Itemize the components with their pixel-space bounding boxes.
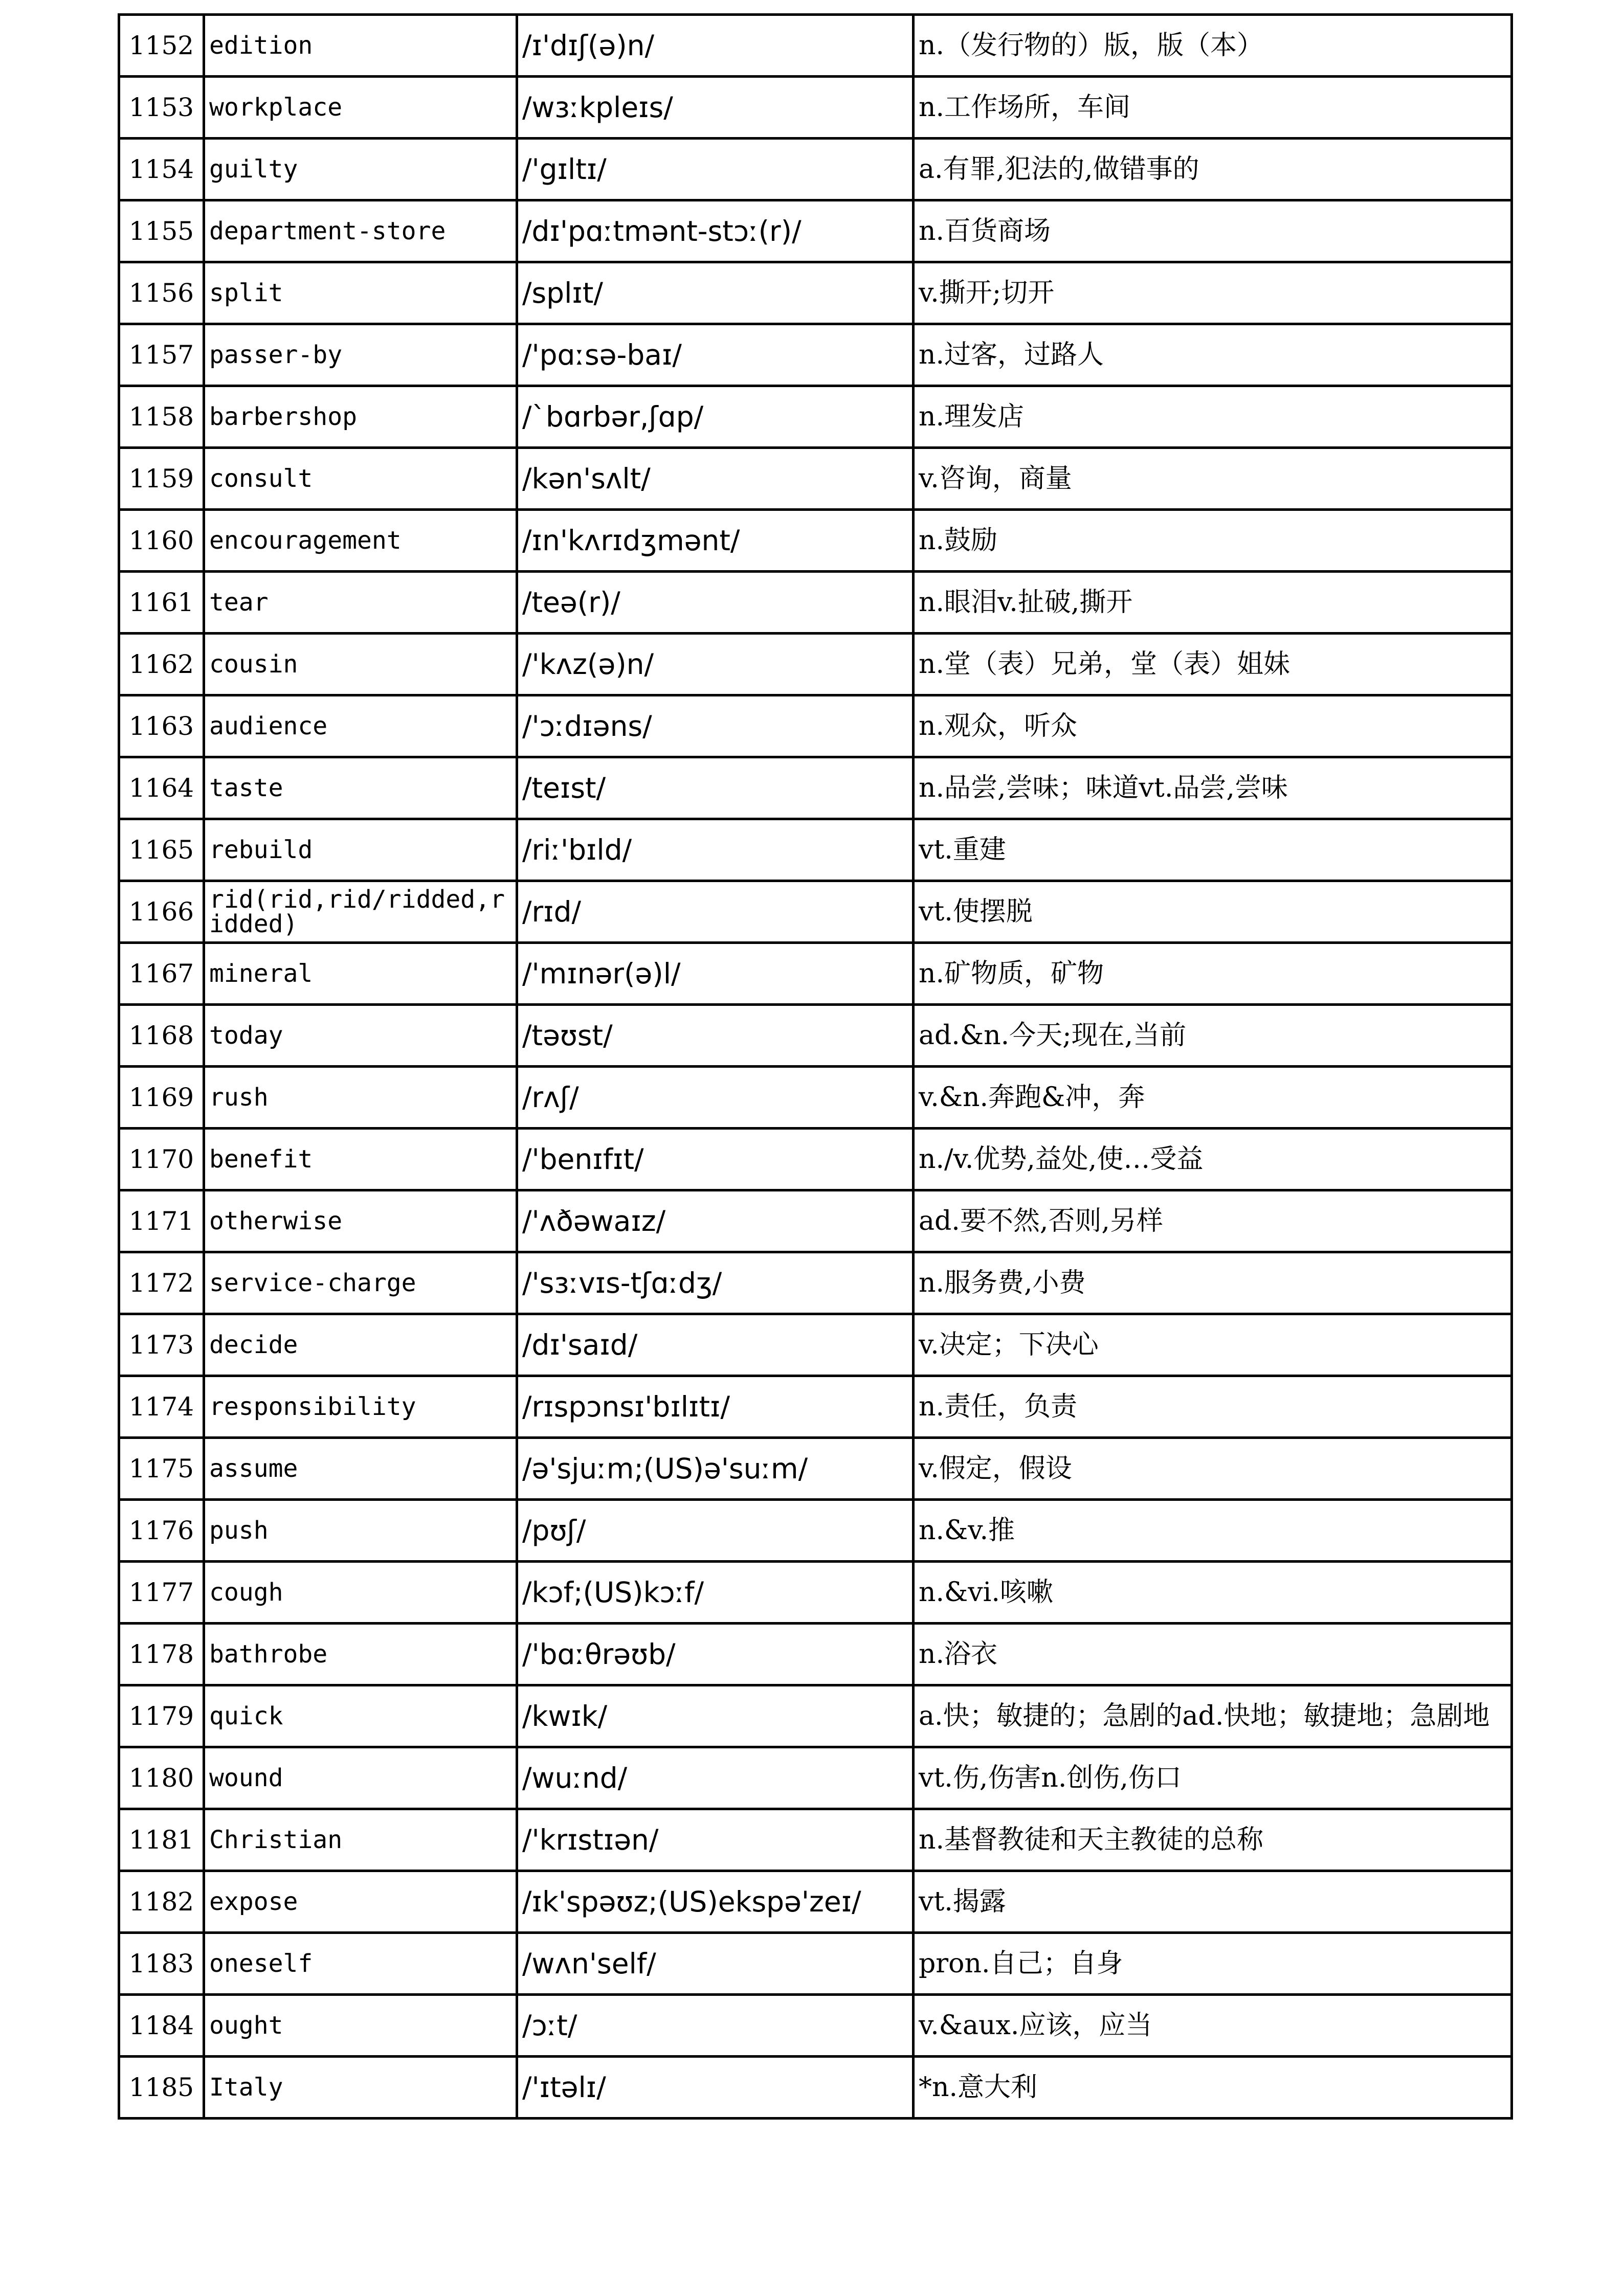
entry-number: 1177: [119, 1562, 204, 1624]
table-row: [119, 448, 1512, 510]
entry-phonetic: /rɪd/: [517, 881, 914, 943]
entry-number: 1176: [119, 1500, 204, 1562]
entry-phonetic: /'ɔːdɪəns/: [517, 695, 914, 757]
table-row: [119, 1005, 1512, 1067]
entry-word: consult: [204, 448, 517, 510]
table-row: [119, 1933, 1512, 1995]
entry-definition: n.鼓励: [914, 510, 1512, 572]
entry-word: oneself: [204, 1933, 517, 1995]
entry-definition: vt.重建: [914, 819, 1512, 881]
entry-number: 1162: [119, 634, 204, 695]
entry-number: 1171: [119, 1190, 204, 1252]
entry-word: ought: [204, 1995, 517, 2057]
entry-word: rush: [204, 1067, 517, 1129]
entry-phonetic: /'pɑːsə-baɪ/: [517, 324, 914, 386]
entry-number: 1172: [119, 1252, 204, 1314]
vocabulary-table-body: [119, 15, 1512, 2119]
entry-number: 1169: [119, 1067, 204, 1129]
entry-definition: n.浴衣: [914, 1624, 1512, 1685]
entry-definition: vt.揭露: [914, 1871, 1512, 1933]
entry-phonetic: /`bɑrbər,ʃɑp/: [517, 386, 914, 448]
entry-word: workplace: [204, 77, 517, 139]
entry-phonetic: /rɪspɔnsɪ'bɪlɪtɪ/: [517, 1376, 914, 1438]
entry-word: edition: [204, 15, 517, 77]
entry-definition: n.理发店: [914, 386, 1512, 448]
table-row: [119, 386, 1512, 448]
table-row: [119, 510, 1512, 572]
entry-word: tear: [204, 572, 517, 634]
entry-phonetic: /'bɑːθrəʊb/: [517, 1624, 914, 1685]
entry-number: 1164: [119, 757, 204, 819]
entry-definition: a.有罪,犯法的,做错事的: [914, 139, 1512, 200]
entry-word: department-store: [204, 200, 517, 262]
entry-phonetic: /riː'bɪld/: [517, 819, 914, 881]
entry-definition: n.矿物质，矿物: [914, 943, 1512, 1005]
entry-number: 1184: [119, 1995, 204, 2057]
entry-definition: n.基督教徒和天主教徒的总称: [914, 1809, 1512, 1871]
table-row: [119, 262, 1512, 324]
entry-word: assume: [204, 1438, 517, 1500]
entry-number: 1175: [119, 1438, 204, 1500]
table-row: [119, 1562, 1512, 1624]
entry-phonetic: /wɜːkpleɪs/: [517, 77, 914, 139]
entry-word: rebuild: [204, 819, 517, 881]
entry-number: 1183: [119, 1933, 204, 1995]
entry-number: 1180: [119, 1747, 204, 1809]
entry-definition: vt.伤,伤害n.创伤,伤口: [914, 1747, 1512, 1809]
entry-phonetic: /dɪ'pɑːtmənt-stɔː(r)/: [517, 200, 914, 262]
entry-phonetic: /kɔf;(US)kɔːf/: [517, 1562, 914, 1624]
entry-definition: n.&vi.咳嗽: [914, 1562, 1512, 1624]
table-row: [119, 77, 1512, 139]
entry-number: 1165: [119, 819, 204, 881]
table-row: [119, 1252, 1512, 1314]
entry-phonetic: /'gɪltɪ/: [517, 139, 914, 200]
table-row: [119, 324, 1512, 386]
entry-number: 1166: [119, 881, 204, 943]
entry-number: 1152: [119, 15, 204, 77]
table-row: [119, 1067, 1512, 1129]
table-row: [119, 200, 1512, 262]
entry-number: 1157: [119, 324, 204, 386]
table-row: [119, 819, 1512, 881]
entry-number: 1156: [119, 262, 204, 324]
entry-phonetic: /ɪn'kʌrɪdʒmənt/: [517, 510, 914, 572]
entry-phonetic: /'ʌðəwaɪz/: [517, 1190, 914, 1252]
entry-phonetic: /kən'sʌlt/: [517, 448, 914, 510]
entry-number: 1155: [119, 200, 204, 262]
table-row: [119, 943, 1512, 1005]
table-row: [119, 15, 1512, 77]
entry-word: push: [204, 1500, 517, 1562]
entry-definition: n.服务费,小费: [914, 1252, 1512, 1314]
table-row: [119, 1685, 1512, 1747]
entry-definition: v.&n.奔跑&冲，奔: [914, 1067, 1512, 1129]
entry-definition: vt.使摆脱: [914, 881, 1512, 943]
entry-number: 1153: [119, 77, 204, 139]
entry-number: 1167: [119, 943, 204, 1005]
entry-word: cousin: [204, 634, 517, 695]
entry-phonetic: /ɪk'spəʊz;(US)ekspə'zeɪ/: [517, 1871, 914, 1933]
entry-definition: n.责任，负责: [914, 1376, 1512, 1438]
entry-word: audience: [204, 695, 517, 757]
entry-phonetic: /ə'sjuːm;(US)ə'suːm/: [517, 1438, 914, 1500]
entry-number: 1161: [119, 572, 204, 634]
entry-word: Italy: [204, 2057, 517, 2119]
entry-word: Christian: [204, 1809, 517, 1871]
entry-number: 1160: [119, 510, 204, 572]
table-row: [119, 1809, 1512, 1871]
entry-word: rid(rid,rid/ridded,ridded): [204, 881, 517, 943]
table-row: [119, 634, 1512, 695]
entry-number: 1154: [119, 139, 204, 200]
entry-definition: n.堂（表）兄弟，堂（表）姐妹: [914, 634, 1512, 695]
entry-number: 1159: [119, 448, 204, 510]
entry-phonetic: /wʌn'self/: [517, 1933, 914, 1995]
entry-phonetic: /'kʌz(ə)n/: [517, 634, 914, 695]
table-row: [119, 1624, 1512, 1685]
entry-phonetic: /teə(r)/: [517, 572, 914, 634]
table-row: [119, 1995, 1512, 2057]
entry-word: taste: [204, 757, 517, 819]
entry-definition: n.&v.推: [914, 1500, 1512, 1562]
entry-word: benefit: [204, 1129, 517, 1190]
entry-number: 1185: [119, 2057, 204, 2119]
table-row: [119, 757, 1512, 819]
entry-word: otherwise: [204, 1190, 517, 1252]
entry-word: responsibility: [204, 1376, 517, 1438]
entry-word: service-charge: [204, 1252, 517, 1314]
entry-number: 1170: [119, 1129, 204, 1190]
table-row: [119, 1129, 1512, 1190]
table-row: [119, 1871, 1512, 1933]
entry-definition: n.品尝,尝味；味道vt.品尝,尝味: [914, 757, 1512, 819]
entry-definition: n.（发行物的）版，版（本）: [914, 15, 1512, 77]
entry-definition: n.工作场所，车间: [914, 77, 1512, 139]
entry-definition: *n.意大利: [914, 2057, 1512, 2119]
entry-phonetic: /təʊst/: [517, 1005, 914, 1067]
entry-phonetic: /teɪst/: [517, 757, 914, 819]
vocabulary-table: [118, 13, 1513, 2120]
entry-word: bathrobe: [204, 1624, 517, 1685]
entry-word: wound: [204, 1747, 517, 1809]
entry-definition: v.假定，假设: [914, 1438, 1512, 1500]
entry-word: passer-by: [204, 324, 517, 386]
entry-phonetic: /pʊʃ/: [517, 1500, 914, 1562]
entry-word: cough: [204, 1562, 517, 1624]
entry-definition: v.撕开;切开: [914, 262, 1512, 324]
entry-number: 1179: [119, 1685, 204, 1747]
entry-word: barbershop: [204, 386, 517, 448]
entry-definition: v.&aux.应该，应当: [914, 1995, 1512, 2057]
entry-definition: pron.自己；自身: [914, 1933, 1512, 1995]
entry-word: mineral: [204, 943, 517, 1005]
entry-phonetic: /rʌʃ/: [517, 1067, 914, 1129]
entry-definition: v.咨询，商量: [914, 448, 1512, 510]
entry-phonetic: /'sɜːvɪs-tʃɑːdʒ/: [517, 1252, 914, 1314]
table-row: [119, 1314, 1512, 1376]
entry-phonetic: /'ɪtəlɪ/: [517, 2057, 914, 2119]
table-row: [119, 1438, 1512, 1500]
entry-definition: v.决定；下决心: [914, 1314, 1512, 1376]
entry-word: decide: [204, 1314, 517, 1376]
entry-phonetic: /'mɪnər(ə)l/: [517, 943, 914, 1005]
table-row: [119, 1190, 1512, 1252]
table-row: [119, 139, 1512, 200]
entry-number: 1158: [119, 386, 204, 448]
entry-definition: ad.要不然,否则,另样: [914, 1190, 1512, 1252]
entry-number: 1173: [119, 1314, 204, 1376]
table-row: [119, 881, 1512, 943]
entry-word: quick: [204, 1685, 517, 1747]
entry-definition: n.过客，过路人: [914, 324, 1512, 386]
entry-number: 1181: [119, 1809, 204, 1871]
entry-phonetic: /ɔːt/: [517, 1995, 914, 2057]
entry-number: 1182: [119, 1871, 204, 1933]
entry-definition: a.快；敏捷的；急剧的ad.快地；敏捷地；急剧地: [914, 1685, 1512, 1747]
entry-number: 1174: [119, 1376, 204, 1438]
entry-word: split: [204, 262, 517, 324]
entry-phonetic: /ɪ'dɪʃ(ə)n/: [517, 15, 914, 77]
entry-phonetic: /wuːnd/: [517, 1747, 914, 1809]
table-row: [119, 572, 1512, 634]
entry-word: encouragement: [204, 510, 517, 572]
table-row: [119, 695, 1512, 757]
entry-definition: n./v.优势,益处,使…受益: [914, 1129, 1512, 1190]
table-row: [119, 1500, 1512, 1562]
table-row: [119, 1376, 1512, 1438]
entry-definition: ad.&n.今天;现在,当前: [914, 1005, 1512, 1067]
entry-word: expose: [204, 1871, 517, 1933]
table-row: [119, 1747, 1512, 1809]
entry-number: 1163: [119, 695, 204, 757]
entry-phonetic: /kwɪk/: [517, 1685, 914, 1747]
entry-word: today: [204, 1005, 517, 1067]
entry-phonetic: /'benɪfɪt/: [517, 1129, 914, 1190]
entry-definition: n.观众，听众: [914, 695, 1512, 757]
entry-definition: n.眼泪v.扯破,撕开: [914, 572, 1512, 634]
table-row: [119, 2057, 1512, 2119]
entry-word: guilty: [204, 139, 517, 200]
entry-definition: n.百货商场: [914, 200, 1512, 262]
entry-phonetic: /'krɪstɪən/: [517, 1809, 914, 1871]
entry-number: 1168: [119, 1005, 204, 1067]
entry-phonetic: /splɪt/: [517, 262, 914, 324]
entry-number: 1178: [119, 1624, 204, 1685]
entry-phonetic: /dɪ'saɪd/: [517, 1314, 914, 1376]
